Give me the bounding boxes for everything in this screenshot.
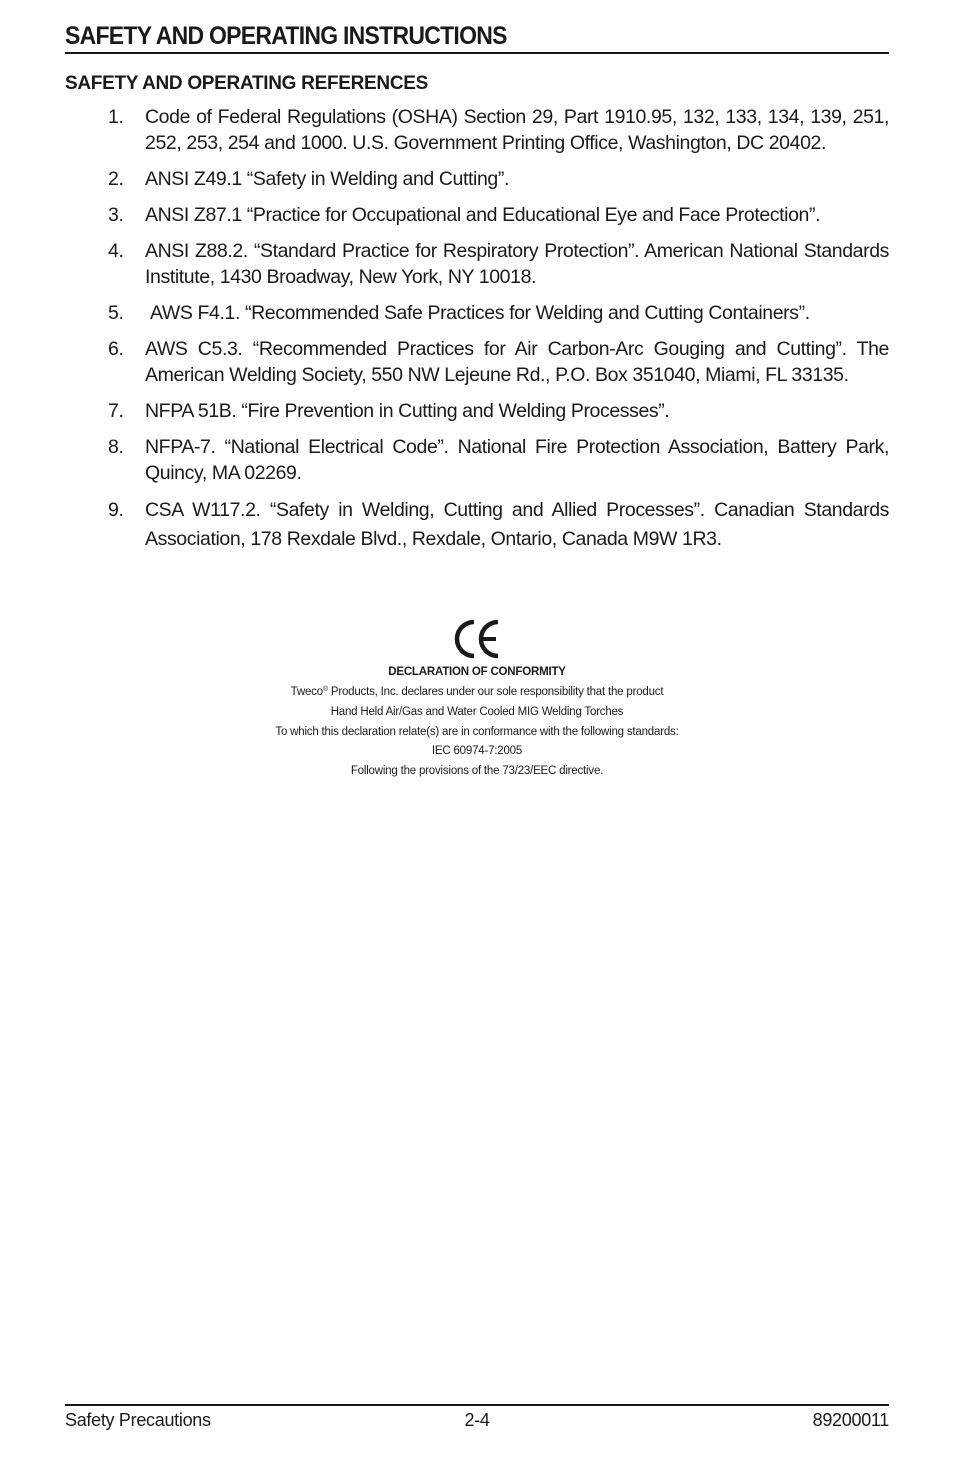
list-item xyxy=(65,434,889,486)
list-item-text: ANSI Z88.2. “Standard Practice for Respiratory Protection”. American National Standards Institute, 1430 Broadway, New York, NY 10018. xyxy=(145,240,889,288)
list-item-number: 5. xyxy=(108,302,124,324)
list-item xyxy=(65,398,889,424)
list-item-text: AWS F4.1. “Recommended Safe Practices for Welding and Cutting Containers”. xyxy=(145,302,810,324)
brand-name: Tweco xyxy=(290,686,323,698)
list-item xyxy=(65,238,889,290)
section-heading: SAFETY AND OPERATING REFERENCES xyxy=(65,73,429,94)
list-item xyxy=(65,496,889,554)
list-item-text: Code of Federal Regulations (OSHA) Section 29, Part 1910.95, 132, 133, 134, 139, 251, 252, 253, 254 and 1000. U.S. Government Printing Office, Washington, DC 20402. xyxy=(145,106,889,154)
list-item xyxy=(65,104,889,156)
list-item-text: ANSI Z87.1 “Practice for Occupational and Educational Eye and Face Protection”. xyxy=(145,204,821,226)
declaration-of-conformity xyxy=(0,618,954,782)
list-item-number: 3. xyxy=(108,204,124,226)
list-item-text: ANSI Z49.1 “Safety in Welding and Cutting”. xyxy=(145,168,509,190)
declaration-text: Products, Inc. declares under our sole responsibility that the product xyxy=(327,686,664,698)
reference-list xyxy=(65,104,889,564)
footer-section-name: Safety Precautions xyxy=(65,1410,211,1430)
page-footer xyxy=(65,1408,889,1432)
page-title: SAFETY AND OPERATING INSTRUCTIONS xyxy=(65,22,507,50)
list-item-text: AWS C5.3. “Recommended Practices for Air Carbon-Arc Gouging and Cutting”. The American Welding Society, 550 NW Lejeune Rd., P.O. Box 351040, Miami, FL 33135. xyxy=(145,338,889,386)
title-divider xyxy=(65,52,889,54)
declaration-heading: DECLARATION OF CONFORMITY xyxy=(388,666,566,678)
footer-divider xyxy=(65,1404,889,1406)
list-item xyxy=(65,300,889,326)
list-item-number: 6. xyxy=(108,338,124,360)
list-item-number: 4. xyxy=(108,240,124,262)
list-item-text: NFPA 51B. “Fire Prevention in Cutting and Welding Processes”. xyxy=(145,400,670,422)
list-item-text: CSA W117.2. “Safety in Welding, Cutting and Allied Processes”. Canadian Standards Association, 178 Rexdale Blvd., Rexdale, Ontario, Canada M9W 1R3. xyxy=(145,499,889,550)
document-number: 89200011 xyxy=(812,1410,889,1430)
registered-mark: ® xyxy=(322,686,328,693)
list-item-number: 8. xyxy=(108,436,124,458)
declaration-line: Hand Held Air/Gas and Water Cooled MIG Welding Torches xyxy=(330,705,624,718)
list-item-text: NFPA-7. “National Electrical Code”. National Fire Protection Association, Battery Park, Quincy, MA 02269. xyxy=(145,436,889,484)
declaration-line: Following the provisions of the 73/23/EEC directive. xyxy=(350,765,604,778)
declaration-line: To which this declaration relate(s) are in conformance with the following standards: xyxy=(275,725,679,738)
page-number: 2-4 xyxy=(464,1410,490,1430)
declaration-line xyxy=(0,680,954,703)
ce-mark-icon xyxy=(447,618,507,660)
list-item-number: 9. xyxy=(108,499,124,521)
list-item-number: 7. xyxy=(108,400,124,422)
list-item xyxy=(65,166,889,192)
list-item xyxy=(65,202,889,228)
list-item xyxy=(65,336,889,388)
list-item-number: 1. xyxy=(108,106,124,128)
list-item-number: 2. xyxy=(108,168,124,190)
declaration-line: IEC 60974-7:2005 xyxy=(431,745,523,758)
